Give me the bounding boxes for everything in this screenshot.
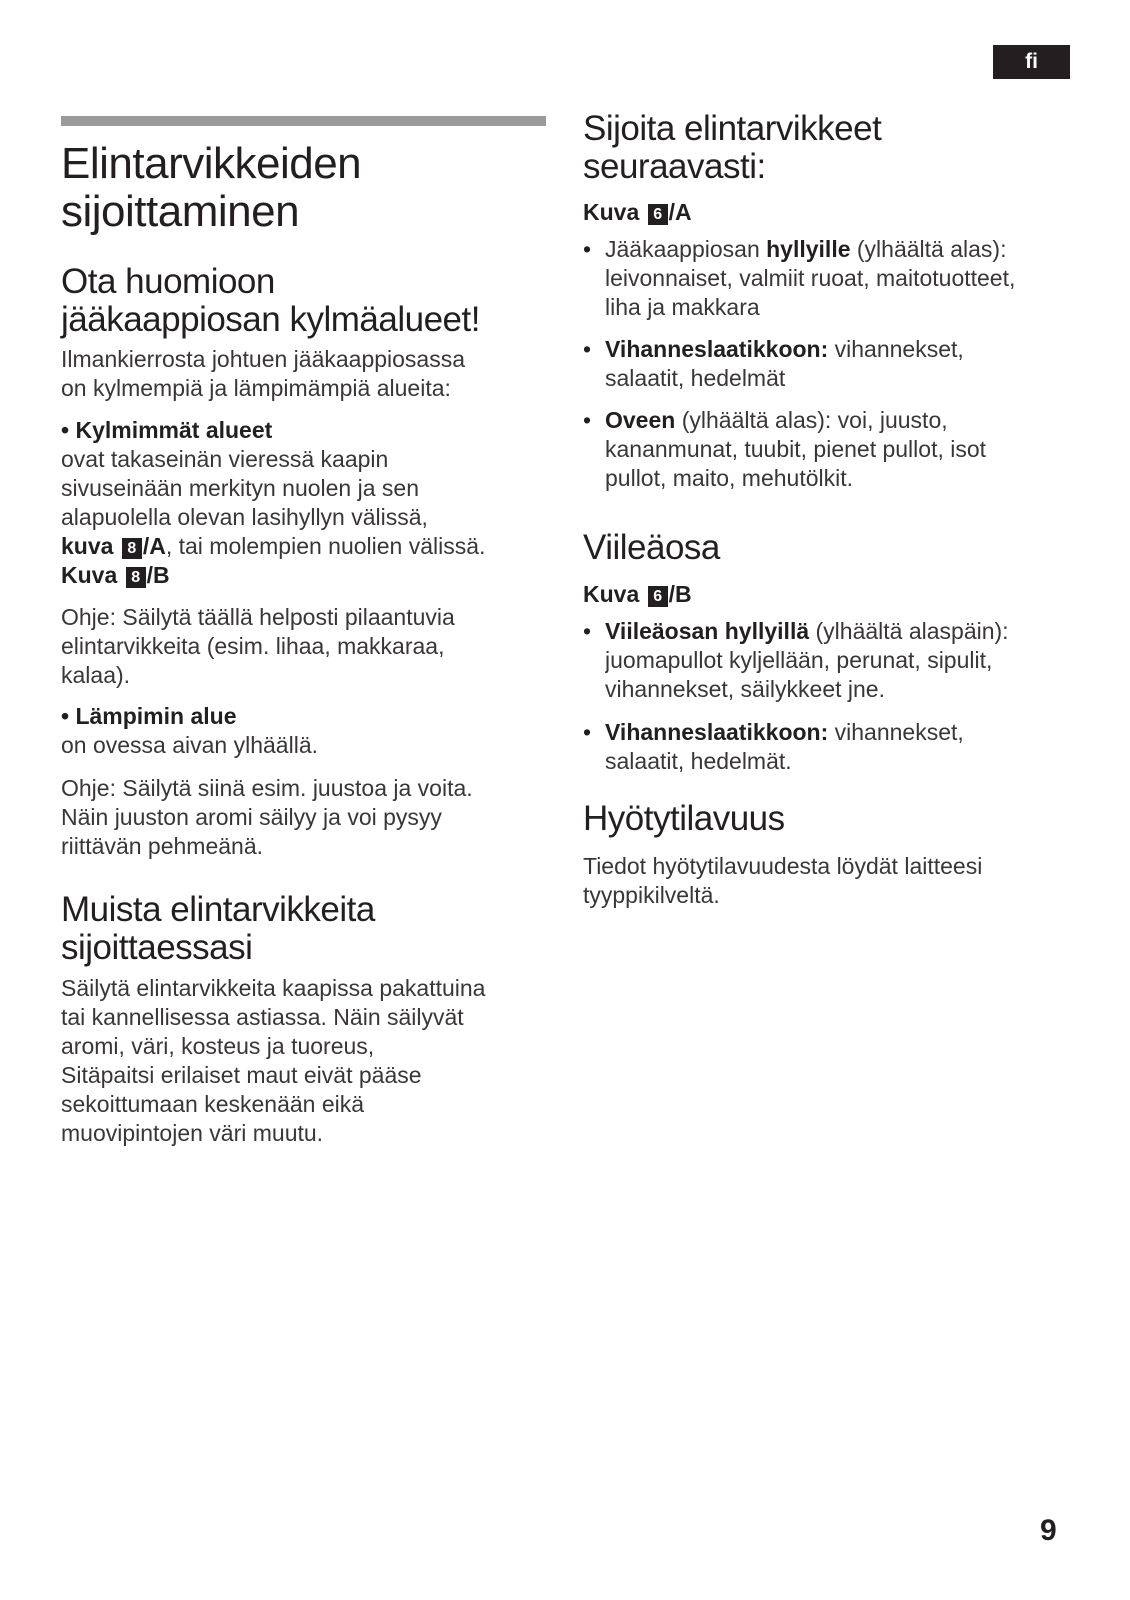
section-divider bbox=[61, 116, 546, 126]
storage-paragraph: Säilytä elintarvikkeita kaapissa pakattuina tai kannellisessa astiassa. Näin säilyvät aromi, väri, kosteus ja tuoreus, Sitäpaitsi erilaiset maut eivät pääse sekoittumaan keskenään eikä muovipintojen väri muutu. bbox=[61, 975, 486, 1146]
list-item: • Viileäosan hyllyillä (ylhäältä alaspäin): • juomapullot kyljellään, perunat, sipulit, • vihannekset, säilykkeet jne. bbox=[583, 617, 1083, 704]
figure-number-icon: 6 bbox=[648, 586, 668, 607]
list-item: • Vihanneslaatikkoon: vihannekset, • salaatit, hedelmät bbox=[583, 335, 1083, 393]
bullet-icon: • bbox=[61, 417, 70, 443]
bullet-icon: • bbox=[61, 703, 70, 729]
section-heading-capacity: Hyötytilavuus bbox=[583, 799, 785, 838]
section-heading-cold-zones: Ota huomioon jääkaappiosan kylmäalueet! bbox=[61, 262, 480, 339]
figure-reference: Kuva 8 /B bbox=[61, 562, 170, 588]
figure-number-icon: 8 bbox=[122, 538, 142, 559]
section-heading-storage: Muista elintarvikkeita sijoittaessasi bbox=[61, 890, 375, 967]
page-number: 9 bbox=[1040, 1514, 1057, 1547]
figure-reference: Kuva 6 /A bbox=[583, 199, 692, 225]
note-paragraph: Ohje: Säilytä täällä helposti pilaantuvia elintarvikkeita (esim. lihaa, makkaraa, kalaa). bbox=[61, 604, 455, 688]
page-title: Elintarvikkeiden sijoittaminen bbox=[61, 139, 362, 236]
list-item: • Vihanneslaatikkoon: vihannekset, • salaatit, hedelmät. bbox=[583, 718, 1083, 776]
intro-paragraph: Ilmankierrosta johtuen jääkaappiosassa on kylmempiä ja lämpimämpiä alueita: bbox=[61, 346, 466, 401]
figure-reference: kuva 8 /A, tai molempien nuolien välissä. bbox=[61, 533, 486, 559]
cold-zones-item: • Kylmimmät alueet ovat takaseinän vieressä kaapin sivuseinään merkityn nuolen ja sen alapuolella olevan lasihyllyn välissä, kuva 8 /A, tai molempien nuolien välissä. Kuva 8 /B bbox=[61, 416, 546, 590]
section-heading-cool-zone: Viileäosa bbox=[583, 528, 720, 567]
figure-reference: Kuva 6 /B bbox=[583, 581, 692, 607]
list-item: • Oveen (ylhäältä alas): voi, juusto, • kananmunat, tuubit, pienet pullot, isot • pullot, maito, mehutölkit. bbox=[583, 406, 1083, 493]
language-tab: fi bbox=[993, 45, 1070, 79]
note-paragraph: Ohje: Säilytä siinä esim. juustoa ja voita. Näin juuston aromi säilyy ja voi pysyy riittävän pehmeänä. bbox=[61, 775, 473, 859]
list-item: • Jääkaappiosan hyllyille (ylhäältä alas): • leivonnaiset, valmiit ruoat, maitotuotteet, • liha ja makkara bbox=[583, 235, 1083, 322]
capacity-paragraph: Tiedot hyötytilavuudesta löydät laitteesi tyyppikilveltä. bbox=[583, 853, 983, 908]
warm-zone-item: • Lämpimin alue on ovessa aivan ylhäällä. bbox=[61, 703, 318, 758]
section-heading-placement: Sijoita elintarvikkeet seuraavasti: bbox=[583, 109, 882, 186]
figure-number-icon: 8 bbox=[126, 567, 146, 588]
figure-number-icon: 6 bbox=[648, 204, 668, 225]
